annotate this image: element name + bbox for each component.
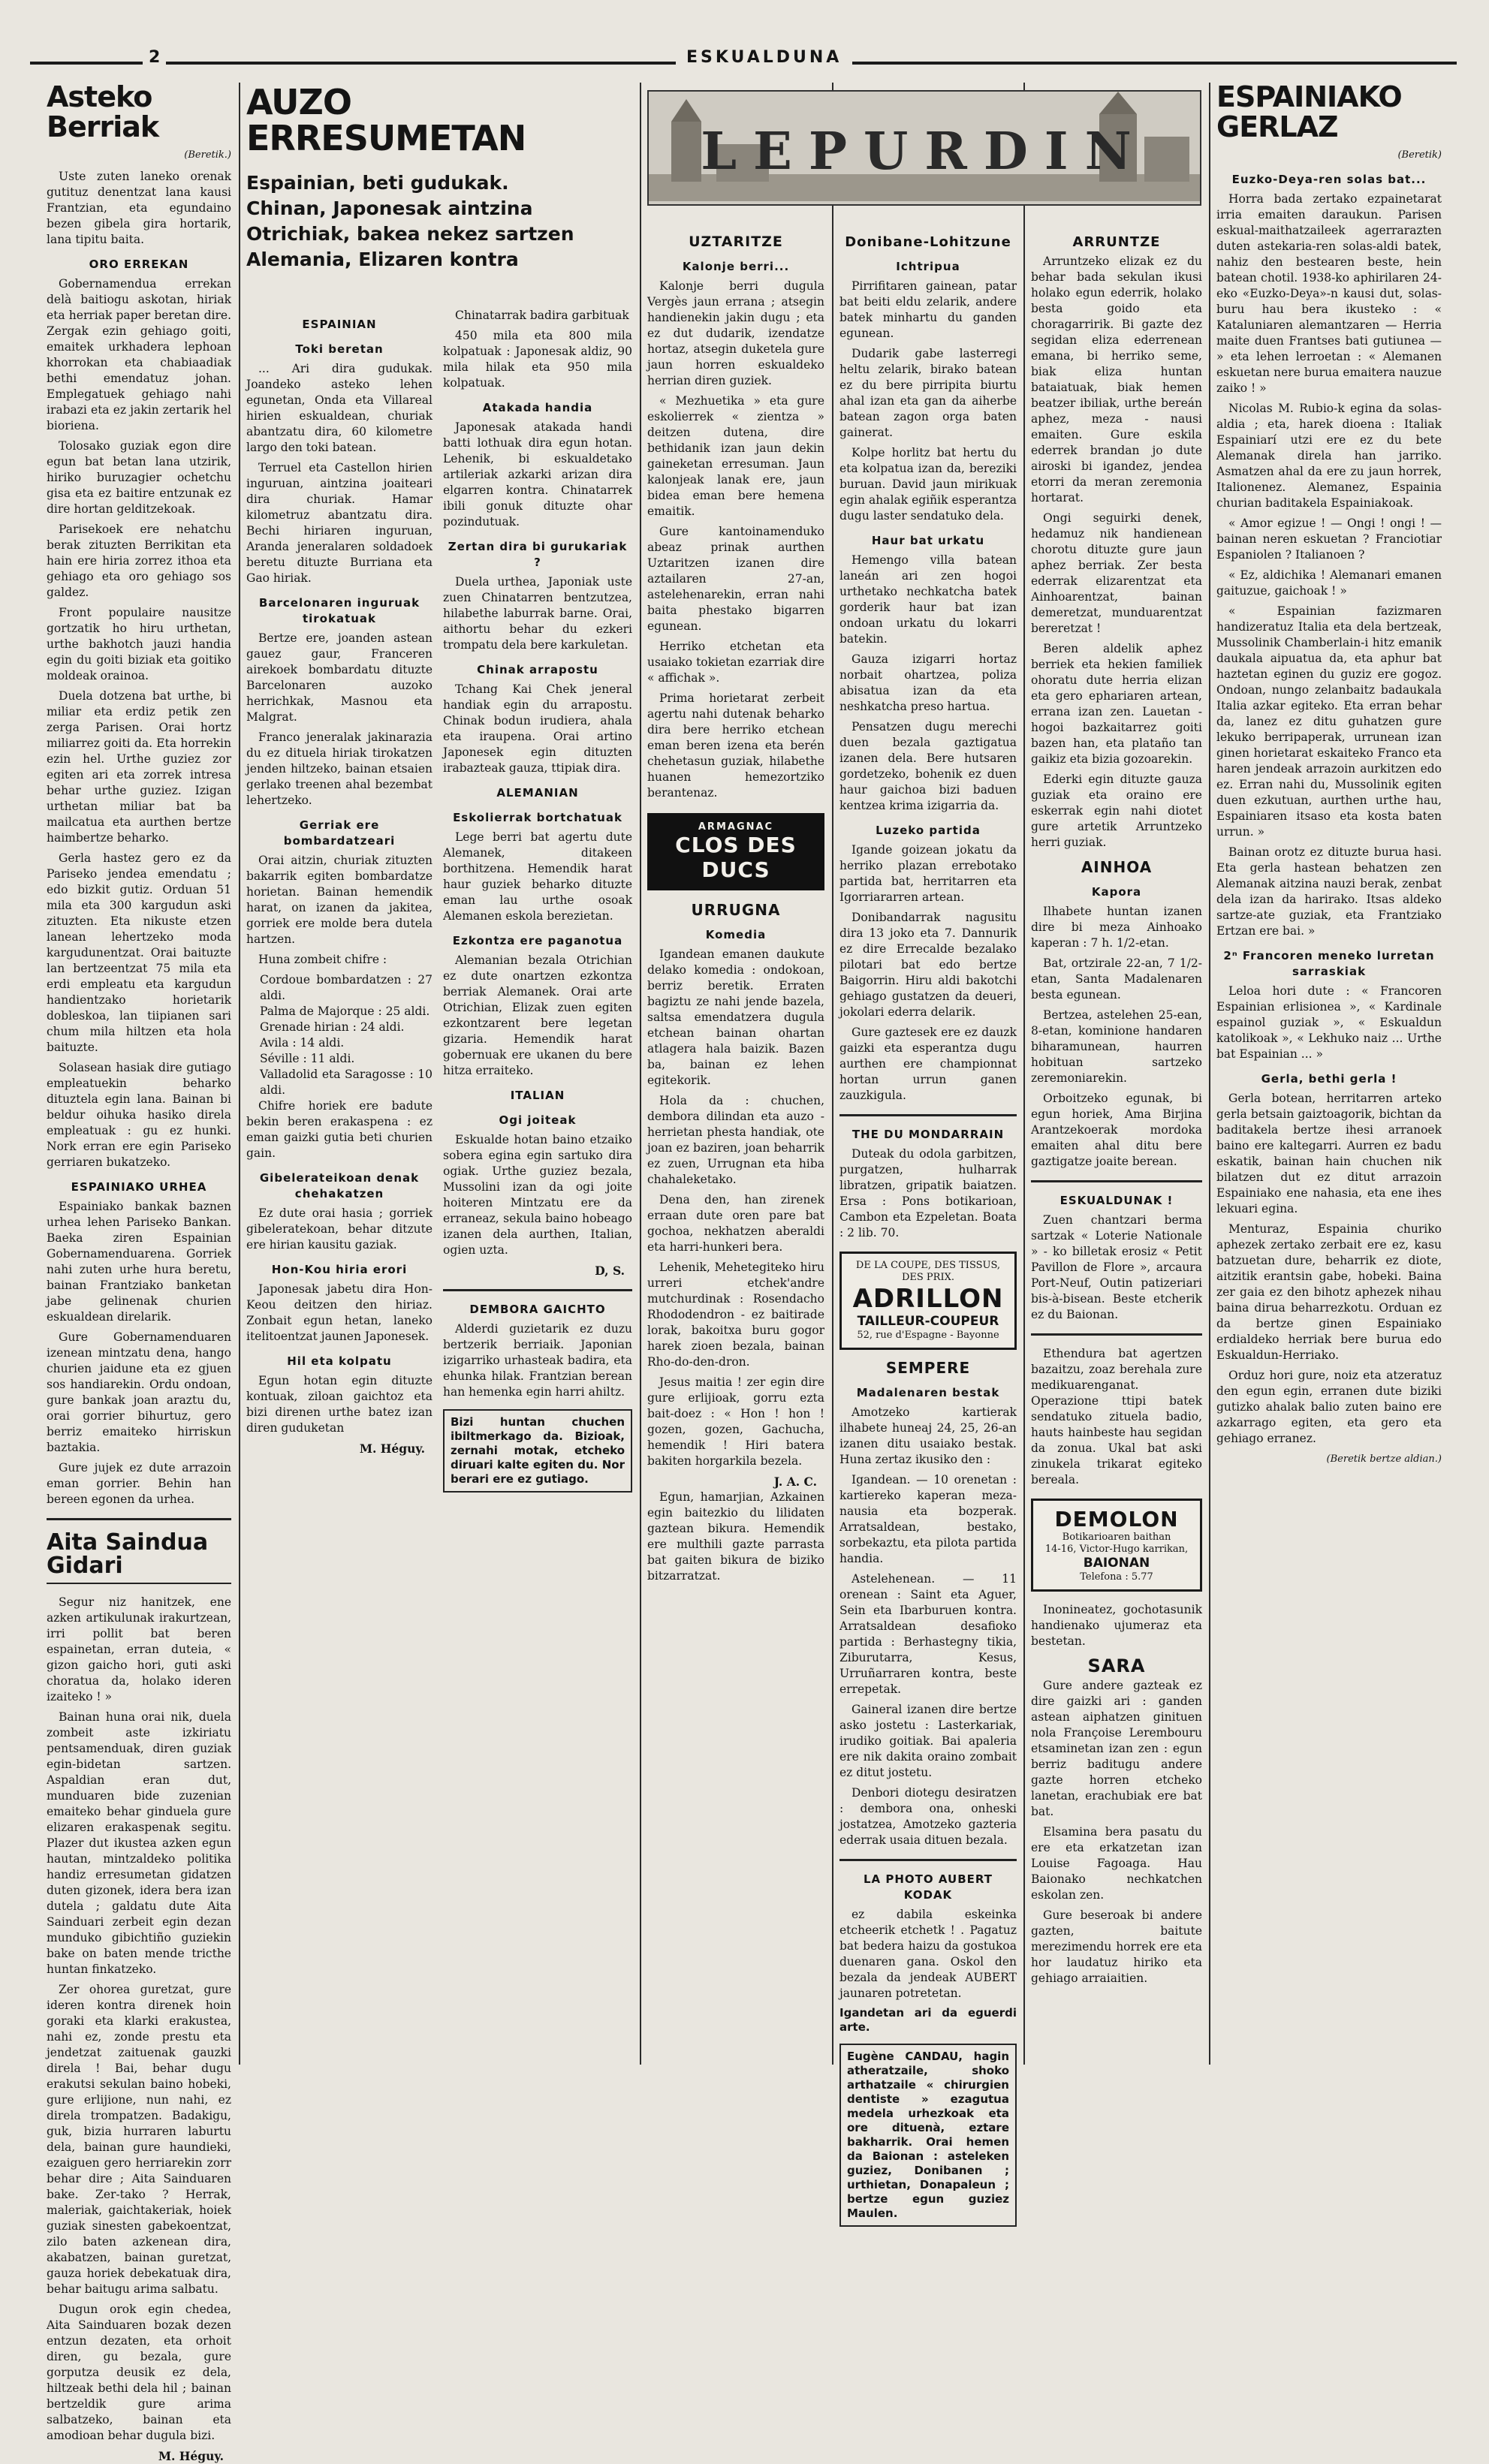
column-rule — [832, 83, 833, 2065]
paragraph: Gure beseroak bi andere gazten, baitute merezimendu horrek ere eta hor laudatuz hiriko eta gehiago arraiaitien. — [1031, 1908, 1202, 1985]
subheading: ALEMANIAN — [496, 786, 579, 800]
section-divider — [839, 1114, 1017, 1116]
paragraph: Menturaz, Espainia churiko aphezek zertako zerbait ere ez, kasu batzuetan dure, beharrik ez diote, aitzitik erantsin gabe, hobeki. Baina zer gaia ez den bihotz aphezek nihau baina dirua beharrezkotu. Orduan ez da bertze ginen Espainiako erdialdeko herriak bere burua edo Eskualdun-Herriako. — [1216, 1221, 1442, 1362]
paragraph: Igande goizean jokatu da herriko plazan errebotako partida bat, herritarren eta Igorriararren artean. — [839, 843, 1017, 904]
subheading: Madalenaren bestak — [856, 1386, 1000, 1399]
paragraph: Egun hotan egin dituzte kontuak, ziloan gaichtoz eta bizi direnen urthe batez izan diren guduketan — [246, 1374, 433, 1435]
paragraph: Gerla botean, herritarren arteko gerla betsain gaiztoagorik, bichtan da baditakela bertze ihesi arranoek baino ere kaltegarri. Aurren ez badu eskatik, bainan hain chuchen nik bilatzen dut ez ditut arrazoin Espainiako ene nahasia, eta ene ihes lekuari egina. — [1216, 1091, 1442, 1215]
ad-phone: Telefona : 5.77 — [1080, 1571, 1153, 1583]
paragraph: Bat, ortzirale 22-an, 7 1/2-etan, Santa Madalenaren besta egunean. — [1031, 956, 1202, 1002]
paragraph: Gerla hastez gero ez da Pariseko jendea emendatu ; edo bizkit gutiz. Orduan 51 mila eta 300 kargudun aski zituzten. Eta nikuste etzen lanean lehertzeko moda kargudunentzat. Orai baituzte lan bertzeentzat 75 mila eta erdi empleatu eta kargudun handientzako horietarik dobleskoa, lan tiipianen sari chum mila hiltzen eta hola baituzte. — [47, 851, 231, 1054]
paragraph: Bertze ere, joanden astean gauez gaur, Franceren airekoek bombardatu dituzte Barcelonaren auzoko herrichkak, Masnou eta Malgrat. — [246, 631, 433, 724]
paragraph: Astelehenean. — 11 orenean : Saint eta Aguer, Sein eta Ibarburuen kontra. Arratsaldean desafioko partida : Berhastegny tikia, Ziburutarra, Kesus, Urruñarraren kontra, beste errepetak. — [839, 1572, 1017, 1696]
ad-line: ARMAGNAC — [698, 821, 774, 833]
paragraph: Ilhabete huntan izanen dire bi meza Ainhoako kaperan : 7 h. 1/2-etan. — [1031, 905, 1202, 950]
paragraph: Duela dotzena bat urthe, bi miliar eta erdiz petik zen zerga Parisen. Orai hortz miliarrez goiti da. Eta horrekin ezin hel. Urthe guziez zor egiten ari eta zorrek intresa behar urthe guziez. Izigan urthetan miliar bat ba mailcatua eta aurthen bertze haimbertze beharko. — [47, 688, 231, 845]
lepurdin-banner-area — [647, 83, 1201, 233]
paragraph: Orai aitzin, churiak zituzten bakarrik egiten bombardatze horietan. Bainan hemendik harat, on izanen da jakitea, gorriek ere molde bera dutela hartzen. — [246, 854, 433, 946]
paragraph: Alemanian bezala Otrichian ez dute onartzen ezkontza berriak Alemanek. Orai arte Otrichian, Elizak zuen egiten ezkontzarent bere legetan gizaria. Hemendik harat gobernuak ere ukanen du bere hitza erraiteko. — [443, 953, 632, 1077]
continued-note: (Beretik bertze aldian.) — [1326, 1453, 1442, 1465]
paragraph: Inonineatez, gochotasunik handienako ujumeraz eta bestetan. — [1031, 1603, 1202, 1648]
page-number: 2 — [143, 48, 166, 67]
list-item: Valladolid eta Saragosse : 10 aldi. — [260, 1068, 433, 1097]
article-title: Aita Saindua Gidari — [47, 1529, 209, 1580]
paragraph: Leloa hori dute : « Francoren Espainian erlisionea », « Kardinale espainol guziak », « Eskualdun katolikoak », « Lekhuko naiz ... Urthe bat Espainian ... » — [1216, 983, 1442, 1061]
subheading: Gerla, bethi gerla ! — [1261, 1071, 1397, 1086]
paragraph: Jesus maitia ! zer egin dire gure erlijioak, gorru ezta bait-doez : « Hon ! hon ! gozen, gozen, Gachucha, hemendik ! Hiri batera bakiten horgarkila bezela. — [647, 1375, 824, 1468]
paragraph: Hola da : chuchen, dembora dilindan eta auzo - herrietan phesta handiak, ote joan ez baziren, joan beharrik ez zuen, Urrugnan eta hiba chahaleketako. — [647, 1094, 824, 1186]
section-divider — [1031, 1333, 1202, 1336]
paragraph: Duteak du odola garbitzen, purgatzen, hulharrak libratzen, gripatik baiatzen. Ersa : Pons botikarioan, Cambon eta Ezpeletan. Boata : 2 lib. 70. — [839, 1147, 1017, 1240]
signature: D, S. — [595, 1264, 625, 1278]
ad-brand: ADRILLON — [852, 1284, 1004, 1314]
column-rule — [640, 83, 641, 2065]
paragraph: Igandean emanen daukute delako komedia : ondokoan, berriz beretik. Erraten bagiztu ze nahi jende bazela, saltsa emendatzera dugula etchean bainan ohartan atlagera hala baizik. Bazen ba, bainan ez lehen egitekorik. — [647, 947, 824, 1087]
section-divider — [47, 1583, 231, 1584]
paragraph: Lehenik, Mehetegiteko hiru urreri etchek'andre mutchurdinak : Rosendacho Rhododendron - ez baitirade lorak, bakoitxa buru gogor harek zioen bezala, bainan Rho-do-den-dron. — [647, 1261, 824, 1369]
subheading: URRUGNA — [691, 901, 781, 919]
ad-brand: DEMOLON — [1054, 1507, 1179, 1532]
paragraph: Eskualde hotan baino etzaiko sobera egina egin sartuko dira ogiak. Urthe guziez bezala, Mussolini izan da ogi joite hoiteren Mintzatu ere da erraneaz, sekula baino hobeago izanen dela aurthen, Italian, ogien uzta. — [443, 1133, 632, 1257]
subheading: Haur bat urkatu — [871, 534, 985, 547]
paragraph: Orduz hori gure, noiz eta atzeratuz den egun egin, erranen dute biziki gutizko ahalak balio zuten baino ere azkarrago egiten, eta gero eta gehiago erranez. — [1216, 1368, 1442, 1445]
paragraph: ... Ari dira gudukak. Joandeko asteko lehen egunetan, Onda eta Villareal hirien eskualdean, churiak abantzatu dira, 60 kilometre largo den toki batean. — [246, 362, 433, 454]
subheading: DEMBORA GAICHTO — [469, 1303, 606, 1316]
article-title: ESPAINIAKO GERLAZ — [1216, 80, 1402, 143]
paragraph: Dena den, han zirenek erraan dute oren pare bat gochoa, nekhatzen aberaldi eta harri-hunkeri bera. — [647, 1193, 824, 1254]
paragraph: Gaineral izanen dire bertze asko jostetu : Lasterkariak, irudiko goitiak. Bai apaleria ere nik dakita oraino zombait ez ditut jostetu. — [839, 1703, 1017, 1779]
subheading: ITALIAN — [510, 1089, 565, 1102]
paragraph: Segur niz hanitzek, ene azken artikulunak irakurtzean, irri pollit bat beren espainetan, erran duteia, « gizon gaicho hori, guti aski choratua da, holako ideren izaiteko ! » — [47, 1595, 231, 1703]
paragraph: ez dabila eskeinka etcheerik etchetk ! . Pagatuz bat bedera haizu da gostukoa duenaren gana. Oskol den bezala da jendeak AUBERT jaunaren potretetan. — [839, 1908, 1017, 2000]
list-item: Grenade hirian : 24 aldi. — [260, 1020, 405, 1034]
demolon-advert — [1031, 1499, 1202, 1592]
deck-line: Chinan, Japonesak aintzina — [246, 197, 533, 219]
signature: M. Héguy. — [158, 2448, 224, 2463]
paragraph: Dudarik gabe lasterregi heltu zelarik, birako batean ez du bere pirripita biurtu ahal izan eta gan da aiherbe batean zagon orga baten gainerat. — [839, 347, 1017, 439]
paragraph: Terruel eta Castellon hirien inguruan, aintzina joaiteari dira churiak. Hamar kilometruz abantzatu dira. Bechi hiriaren inguruan, Aranda jeneralaren soldadoek beretu dituzte Burriana eta Gao hiriak. — [246, 461, 433, 585]
subheading: AINHOA — [1081, 858, 1153, 876]
paragraph: Ethendura bat agertzen bazaitzu, zoaz berehala zure medikuarenganat. Operazione ttipi batek sendatuko zituela badio, hauts hainbeste hau segidan da zonua. Ukal bat aski zinukela trikarat egiteko bereala. — [1031, 1347, 1202, 1487]
paragraph: Bainan orotz ez dituzte burua hasi. Eta gerla hastean behatzen zen Alemanak aitzina nauzi berak, zenbat dela izan da harirako. Itsas aldeko sartze-ate guziak, eta Frantziako Ertzan ere bai. » — [1216, 845, 1442, 938]
paragraph: Pirrifitaren gainean, patar bat beiti eldu zelarik, andere batek minhartu du ganden egunean. — [839, 279, 1017, 340]
adrillon-advert — [839, 1252, 1017, 1350]
paragraph: Herriko etchetan eta usaiako tokietan ezarriak dire « affichak ». — [647, 640, 824, 685]
paragraph: Franco jeneralak jakinarazia du ez dituela hiriak tirokatzen jenden hiltzeko, bainan etsaien gerlako treenen ahal bezembat lehertzeko. — [246, 730, 433, 807]
dentist-notice: Eugène CANDAU, hagin atheratzaile, shoko arthatzaile « chirurgien dentiste » ezagutua medela urhezkoak eta ore dituenà, eztare bakharrik. Orai hemen da Baionan : asteleken guziez, Donibanen ; urthietan, Donapaleun ; bertze egun guziez Maulen. — [839, 2044, 1017, 2227]
subheading: SEMPERE — [885, 1359, 971, 1377]
subheading: 2ⁿ Francoren meneko lurretan sarraskiak — [1223, 948, 1435, 978]
article-title: Asteko Berriak — [47, 80, 159, 143]
subheading: Kapora — [1091, 885, 1142, 899]
paragraph: « Mezhuetika » eta gure eskolierrek « zientza » deitzen dutena, dire bethidanik izan jaun dekin gaineketan erresuman. Jaun kalonjeak lanak ere, jaun bidea eman bere hemena emaitik. — [647, 394, 824, 518]
subheading: Kalonje berri... — [682, 260, 790, 273]
notice: Igandetan ari da eguerdi arte. — [839, 2006, 1017, 2034]
paragraph: Chinatarrak badira garbituak — [455, 309, 629, 322]
paragraph: Gure gaztesek ere ez dauzk gaizki eta esperantza dugu aurthen ere championnat hortan urrun ganen zauzkigula. — [839, 1026, 1017, 1102]
section-divider — [47, 1518, 231, 1520]
deck-line: Espainian, beti gudukak. — [246, 171, 509, 194]
column-donibane-sempere — [839, 225, 1017, 2220]
subheading: Barcelonaren inguruak tirokatuak — [258, 596, 420, 625]
paragraph: Orboitzeko egunak, bi egun horiek, Ama Birjina Arantzekoerak mordoka emaiten ahal ditu bere gaztigatze joaite berean. — [1031, 1092, 1202, 1168]
paragraph: Beren aldelik aphez berriek eta hekien familiek ohoratu dute herria elizan eta gero ephariaren artean, errana izan zen. Lauetan - hogoi bazkaitarrez goiti bazen han, eta plataño tan gaikiz eta bizia gozoarekin. — [1031, 642, 1202, 766]
paragraph: Pensatzen dugu merechi duen bezala gaztigatua izanen dela. Bere hutsaren gordetzeko, bohenik ez duen haur gaichoa bizi baduen kentzea krima izigarria da. — [839, 720, 1017, 812]
paragraph: Tolosako guziak egon dire egun bat betan lana utzirik, hiriko buruzagier ochetchu gisa eta ez baitire entzunak ez dire hortan gelditzekoak. — [47, 438, 231, 516]
subheading: UZTARITZE — [689, 233, 783, 250]
paragraph: Elsamina bera pasatu du ere eta erkatzetan izan Louise Fagoaga. Hau Baionako nechkatchen eskolan zen. — [1031, 1825, 1202, 1902]
subheading: Chinak arrapostu — [477, 663, 598, 676]
subheading: ARRUNTZE — [1072, 234, 1161, 250]
paragraph: Alderdi guzietarik ez duzu bertzerik berriaik. Japonian izigarriko urhasteak badira, eta ehunka hilak. Frantzian berean han hemenka egin harri ahiltz. — [443, 1322, 632, 1399]
paragraph: Huna zombeit chifre : — [258, 953, 387, 966]
list-item: « Ez, aldichika ! Alemanari emanen gaituzue, gaichoak ! » — [1216, 568, 1442, 598]
column-arruntze-sara — [1031, 225, 1202, 2065]
subheading: Zertan dira bi gurukariak ? — [448, 540, 628, 569]
subheading: Donibane-Lohitzune — [845, 234, 1011, 250]
paragraph: Gure andere gazteak ez dire gaizki ari : ganden astean aiphatzen ginituen nola Françoise Lerembouru etsaminetan izan zen : egun berriz baditugu andere gazte horren etcheko lanetan, erachubiak ere bat bat. — [1031, 1679, 1202, 1818]
subheading: ESKUALDUNAK ! — [1059, 1194, 1174, 1207]
paragraph: Bainan huna orai nik, duela zombeit aste izkiriatu pentsamenduak, diren guziak egin-bidetan sartzen. Aspaldian eran dut, munduaren bide zuzenian emaiteko behar ginduela gure elizaren erakaspenak segitu. Plazer dut ikustea azken egun hautan, mintzaldeko politika handiz erresumetan gidatzen duten gizonek, idera bera izan dutela ; galdatu dute Aita Sainduari zerbeit egin dezan munduko gibichtiño guziekin bake on baten mende tricthe huntan finkatzeko. — [47, 1709, 231, 1976]
subheading: THE DU MONDARRAIN — [852, 1128, 1005, 1141]
signature: J. A. C. — [773, 1474, 817, 1489]
armagnac-advert — [647, 813, 824, 890]
paragraph: Amotzeko kartierak ilhabete huneaj 24, 25, 26-an izanen ditu usaiako bestak. Huna zertaz ikusiko den : — [839, 1405, 1017, 1466]
ad-brand: CLOS DES DUCS — [675, 833, 797, 882]
column-asteko-berriak — [47, 80, 231, 2463]
section-divider — [839, 1859, 1017, 1861]
paragraph: Parisekoek ere nehatchu berak zituzten Berrikitan eta hain ere hiria zorrez ithoa eta gehiago eta oro gehiago sos galdez. — [47, 522, 231, 599]
paragraph: Igandean. — 10 orenetan : kartiereko kaperan meza-nausia eta bozperak. Arratsaldean, bestako, sorbekaztu, eta pilota partida handia. — [839, 1473, 1017, 1565]
bombing-list — [260, 972, 433, 1098]
section-divider — [443, 1289, 632, 1291]
paragraph: Espainiako bankak baznen urhea lehen Pariseko Bankan. Baeka ziren Espainian Gobernamenduarena. Gorriek nahi zuten urhe hura beretu, bainan Frantziako banketan jabe gelinenak churien eskualdean direlarik. — [47, 1199, 231, 1324]
paragraph: Gauza izigarri hortaz norbait ohartzea, poliza abisatua izan da eta neshkatcha preso hartua. — [839, 652, 1017, 713]
paragraph: Duela urthea, Japoniak uste zuen Chinatarren bentzutzea, hilabethe laburrak barne. Orai, aithortu behar du ezkeri trompatu dela bere karkuletan. — [443, 575, 632, 652]
ad-address: 14-16, Victor-Hugo karrikan, — [1044, 1544, 1189, 1555]
column-china-alemania — [443, 308, 632, 2065]
subheading: Euzko-Deya-ren solas bat... — [1231, 172, 1427, 186]
list-item: « Amor egizue ! — Ongi ! ongi ! — bainan neren eskuetan ? Franciotiar Espaniolen ? Italianoen ? — [1216, 516, 1442, 562]
paragraph: Egun, hamarjian, Azkainen egin baitezkio du lilidaten gaztean bikura. Hemendik ere multhili gazte parrasta bat gaiten bikura de biziko bitzarratzat. — [647, 1490, 824, 1583]
paragraph: Uste zuten laneko orenak gutituz denentzat lana kausi Frantzian, eta egundaino bezen gibela gira hortarik, lana tipitu baita. — [47, 169, 231, 246]
ad-line: DE LA COUPE, DES TISSUS, DES PRIX. — [855, 1260, 1001, 1283]
paragraph: Nicolas M. Rubio-k egina da solas-aldia ; eta, harek dioena : Italiak Espainiarí utzi ere ez du bete Alemanak direla han jarriko. Asmatzen ahal da ere zu jaun horrek, Italionenez. Alemanez, Espainia churian baditakela Espainiakoak. — [1216, 401, 1442, 510]
subheading: ESPAINIAKO URHEA — [71, 1179, 207, 1194]
column-rule — [1209, 83, 1210, 2065]
paragraph: Dugun orok egin chedea, Aita Sainduaren bozak dezen entzun dezaten, eta orhoit diren, gu bezala, gure gorputza deusik ez dela, hiltzeak bethi dela hil ; bainan bertzeldik gure arima salbatzeko, bainan eta amodioan behar dugula bizi. — [47, 2302, 231, 2442]
subheading: LA PHOTO AUBERT KODAK — [863, 1872, 993, 1902]
subheading: ESPAINIAN — [302, 318, 377, 331]
paragraph: Zer ohorea guretzat, gure ideren kontra direnek hoin goraki eta klarki erakustea, nahi ez, zonde prestu eta jendetzat zaituenak gauzki direla ! Bai, behar dugu erakutsi sekulan baino hobeki, gure erlijione, nun nahi, ez direla trompatzen. Badakigu, guk, bizia hurraren laburtu dela, bainan gure haundieki, ezaiguen gero herriarekin zorr behar dire ; Aita Sainduaren bake. Zer-tako ? Herrak, maleriak, gaichtakeriak, hoiek guziak sinesten gabekoentzat, zilo baten azkenean dira, akabatzen, bainan guretzat, gauza horiek debekatuak dira, behar baitugu arima salbatu. — [47, 1982, 231, 2296]
quote-list — [1216, 516, 1442, 599]
paragraph: 450 mila eta 800 mila kolpatuak : Japonesak aldiz, 90 mila hilak eta 950 mila kolpatuak. — [443, 329, 632, 390]
subheading: Ezkontza ere paganotua — [452, 934, 623, 947]
paragraph: Gobernamendua errekan delà baitiogu askotan, hiriak eta herriak paper beretan dire. Zergak ezin gehiago goiti, emaitek urkhadera lephoan khorrokan eta chabiaadiak bethi emendatuz johan. Emplegatuek gehiago nahi irabazi eta ez jakin zertarik hel bioriena. — [47, 276, 231, 432]
ad-city: BAIONAN — [1083, 1556, 1150, 1571]
lepurdin-banner — [647, 90, 1201, 206]
paragraph: Zuen chantzari berma sartzak « Loterie Nationale » - ko billetak erosiz « Petit Pavillon de Flore », arcaura Port-Neuf, Outin patizeriari bis-à-bisean. Beste etcherik ez du Baionan. — [1031, 1213, 1202, 1321]
paragraph: Donibandarrak nagusitu dira 13 joko eta 7. Dannurik ez dire Errecalde bezalako pilotari bat edo bertze Baigorrin. Hiru aldi bakotchi gehiago gustatzen da deueri, jokolari ederra delarik. — [839, 911, 1017, 1019]
ad-line: TAILLEUR-COUPEUR — [857, 1314, 999, 1329]
ad-address: 52, rue d'Espagne - Bayonne — [857, 1330, 999, 1341]
paragraph: Hemengo villa batean laneán ari zen hogoi urthetako nechkatcha batek gorderik haur bat izan ondoan urkatu du lokarri batekin. — [839, 553, 1017, 646]
subheading: Gerriak ere bombardatzeari — [283, 818, 396, 848]
subheading: Ichtripua — [896, 260, 960, 273]
column-espainiako-gerlaz — [1216, 80, 1442, 2072]
subheading: Luzeko partida — [876, 824, 981, 837]
list-item: Cordoue bombardatzen : 27 aldi. — [260, 973, 433, 1002]
subheading: Ogi joiteak — [499, 1113, 577, 1127]
paragraph: Japonesak jabetu dira Hon-Keou deitzen den hiriaz. Zonbait egun hetan, laneko itelitoentzat jaunen Japonesek. — [246, 1282, 433, 1343]
subheading: Toki beretan — [295, 342, 384, 356]
paragraph: Lege berri bat agertu dute Alemanek, ditakeen borthitzena. Hemendik harat haur guziek beharko dituzte eman lau urthe osoak Alemanen eskola berezietan. — [443, 830, 632, 923]
column-rule — [1023, 83, 1025, 2065]
newspaper-name: ESKUALDUNA — [676, 48, 852, 67]
paragraph: Gure Gobernamenduaren izenean mintzatu dena, hango churien jaidune eta ez gjuen sos handiarekin. Ordu ondoan, gure bankak joan araztu du, orai gorrier bihurtuz, gero berriz emaiteko hirriskun baztakia. — [47, 1330, 231, 1454]
paragraph: Bertzea, astelehen 25-ean, 8-etan, kominione handaren biharamunean, haurren hobituan sartzeko zeremoniarekin. — [1031, 1008, 1202, 1085]
subheading: Hil eta kolpatu — [287, 1354, 392, 1368]
paragraph: Arruntzeko elizak ez du behar bada sekulan ikusi holako egun ederrik, holako besta goido eta choragarririk. Bi gazte dez segidan eliza ederrenean emana, bi herriko seme, biak eliza huntan bataiatuak, biak hemen beatzer ibiliak, urthe bereán aphez, meza - nausi emaiten. Gure eskila ederrek brandan jo dute airoski bi igandez, jendea etorri da meran zeremonia hortarat. — [1031, 255, 1202, 505]
subheading: Komedia — [705, 928, 767, 941]
subheading: Eskolierrak bortchatuak — [453, 811, 622, 824]
notice-box: Bizi huntan chuchen ibiltmerkago da. Bizioak, zernahi motak, etcheko diruari kalte egiten du. Nor berari ere ez gutiago. — [443, 1409, 632, 1493]
subheading: Hon-Kou hiria erori — [271, 1263, 408, 1276]
article-title: AUZO ERRESUMETAN — [246, 82, 526, 159]
paragraph: Gure jujek ez dute arrazoin eman gorrier. Behin han bereen egonen da urhea. — [47, 1460, 231, 1506]
paragraph: Kalonje berri dugula Vergès jaun errana ; atsegin handienekin jakin dugu ; eta ez dut dudarik, izendatze hortaz, atsegin duketela gure jaun horren eskualdeko herrian diren guziek. — [647, 279, 824, 387]
byline: (Beretik.) — [184, 149, 231, 161]
paragraph: Horra bada zertako ezpainetarat irria emaiten daraukun. Parisen eskual-maithatzaileek agerrarazten duten astekaria-ren solas-aldi batek, nahiz den bestearen beste, hein batean chotil. 1938-ko aphirilaren 24-eko «Euzko-Deya»-n kausi dut, solas-buru hau bera ikusteko : « Kataluniaren alemantzaren — Herria maite duen Frantses bati gutiunea — » eta lehen lerroetan : « Alemanen eskuetan nere burua emaitera nauzue zaiko ! » — [1216, 191, 1442, 395]
paragraph: Prima horietarat zerbeit agertu nahi dutenak beharko dira bere herriko etchean eman beren izena eta berén chehetasun guziak, hilabethe huanen hemezortziko berantenaz. — [647, 691, 824, 800]
ad-line: Botikarioaren baithan — [1062, 1532, 1171, 1543]
paragraph: Chifre horiek ere badute bekin beren erakaspena : ez eman gaizki gutia beti churien gain. — [246, 1099, 433, 1160]
list-item: Avila : 14 aldi. — [260, 1036, 345, 1050]
paragraph: Gure kantoinamenduko abeaz prinak aurthen Uztaritzen izanen dire aztailaren 27-an, astelehenarekin, erran nahi baita phestako bigarren egunean. — [647, 525, 824, 633]
paragraph: Japonesak atakada handi batti lothuak dira egun hotan. Lehenik, bi eskualdetako artileriak azkarki arizan dira elgarren kontra. Chinatarrek ibili gonuk dituzte ohar pozindutuak. — [443, 420, 632, 529]
paragraph: Solasean hasiak dire gutiago empleatuekin beharko dituztela egin lana. Bainan bi beldur oihuka hasiko direla empleatuak : gu ez hunki. Nork erran ere egin Pariseko gerriaren bukatzeko. — [47, 1060, 231, 1169]
column-espainian — [246, 308, 433, 2065]
paragraph: Kolpe horlitz bat hertu du eta kolpatua izan da, bereziki buruan. David jaun mirikuak egin ahalak egiñik esperantza dugu laster sendatuko dela. — [839, 446, 1017, 523]
deck-line: Otrichiak, bakea nekez sartzen — [246, 222, 574, 245]
signature: M. Héguy. — [359, 1441, 425, 1456]
subheading: Gibelerateikoan denak chehakatzen — [259, 1171, 420, 1200]
column-uztaritze-urrugna — [647, 225, 824, 2065]
subheading: SARA — [1087, 1655, 1146, 1676]
article-deck — [246, 170, 632, 273]
paragraph: Denbori diotegu desiratzen : dembora ona, onheski jostatzea, Amotzeko gazteria ederrak usaia dituen bezala. — [839, 1786, 1017, 1847]
list-item: Palma de Majorque : 25 aldi. — [260, 1005, 430, 1018]
deck-line: Alemania, Elizaren kontra — [246, 248, 519, 270]
byline: (Beretik) — [1397, 149, 1442, 161]
paragraph: Ez dute orai hasia ; gorriek gibeleratekoan, behar ditzute ere hirian kausitu gaziak. — [246, 1206, 433, 1252]
paragraph: Front populaire nausitze gortzatik ho hiru urthetan, urthe bakhotch jauzi handia egin du goiti biziak eta goitiko moldeak orainoa. — [47, 605, 231, 682]
section-divider — [1031, 1180, 1202, 1182]
paragraph: Ederki egin dituzte gauza guziak eta oraino ere eskerrak egin nahi diotet gure artetik Arruntzeko herri guziak. — [1031, 773, 1202, 849]
subheading: Atakada handia — [482, 401, 593, 414]
banner-title: LEPURDIN — [701, 122, 1148, 182]
paragraph: Tchang Kai Chek jeneral handiak egin du arrapostu. Chinak bodun irudiera, ahala eta iraupena. Orai artino Japonesek egin dituzten irabazteak gauza, ttipiak dira. — [443, 682, 632, 775]
column-rule — [239, 83, 240, 2065]
subheading: ORO ERREKAN — [89, 257, 189, 271]
paragraph: Ongi seguirki denek, hedamuz nik handienean chorotu dituzte gure jaun aphez berriak. Zer besta ederrak elizarentzat eta Ainhoarentzat, bainan demeretzat, munduarentzat bereretzat ! — [1031, 511, 1202, 635]
list-item: Séville : 11 aldi. — [260, 1052, 355, 1065]
masthead — [30, 42, 1457, 77]
paragraph: « Espainian fazizmaren handizeratuz Italia eta dela bertzeak, Mussolinik Chamberlain-i hitz emanik daukala aipuatua da, eta aphur bat haztetan eginen du guziz ere gogoz. Ondoan, nungo zelanbaitz badaukala Italia azkar egiteko. Eta erran behar da, lanez ez ditu guhatzen gure lekuko berripaperak, urrunean izan ginen horietarat eskaiteko Franco eta haren jendeak arrazoin aurkitzen edo ez. Erran nahi du, Mussolinik egiten duen ezkutuan, aurthen urthe hau, Espainiaren itsaso eta kosta baten urrun. » — [1216, 604, 1442, 839]
